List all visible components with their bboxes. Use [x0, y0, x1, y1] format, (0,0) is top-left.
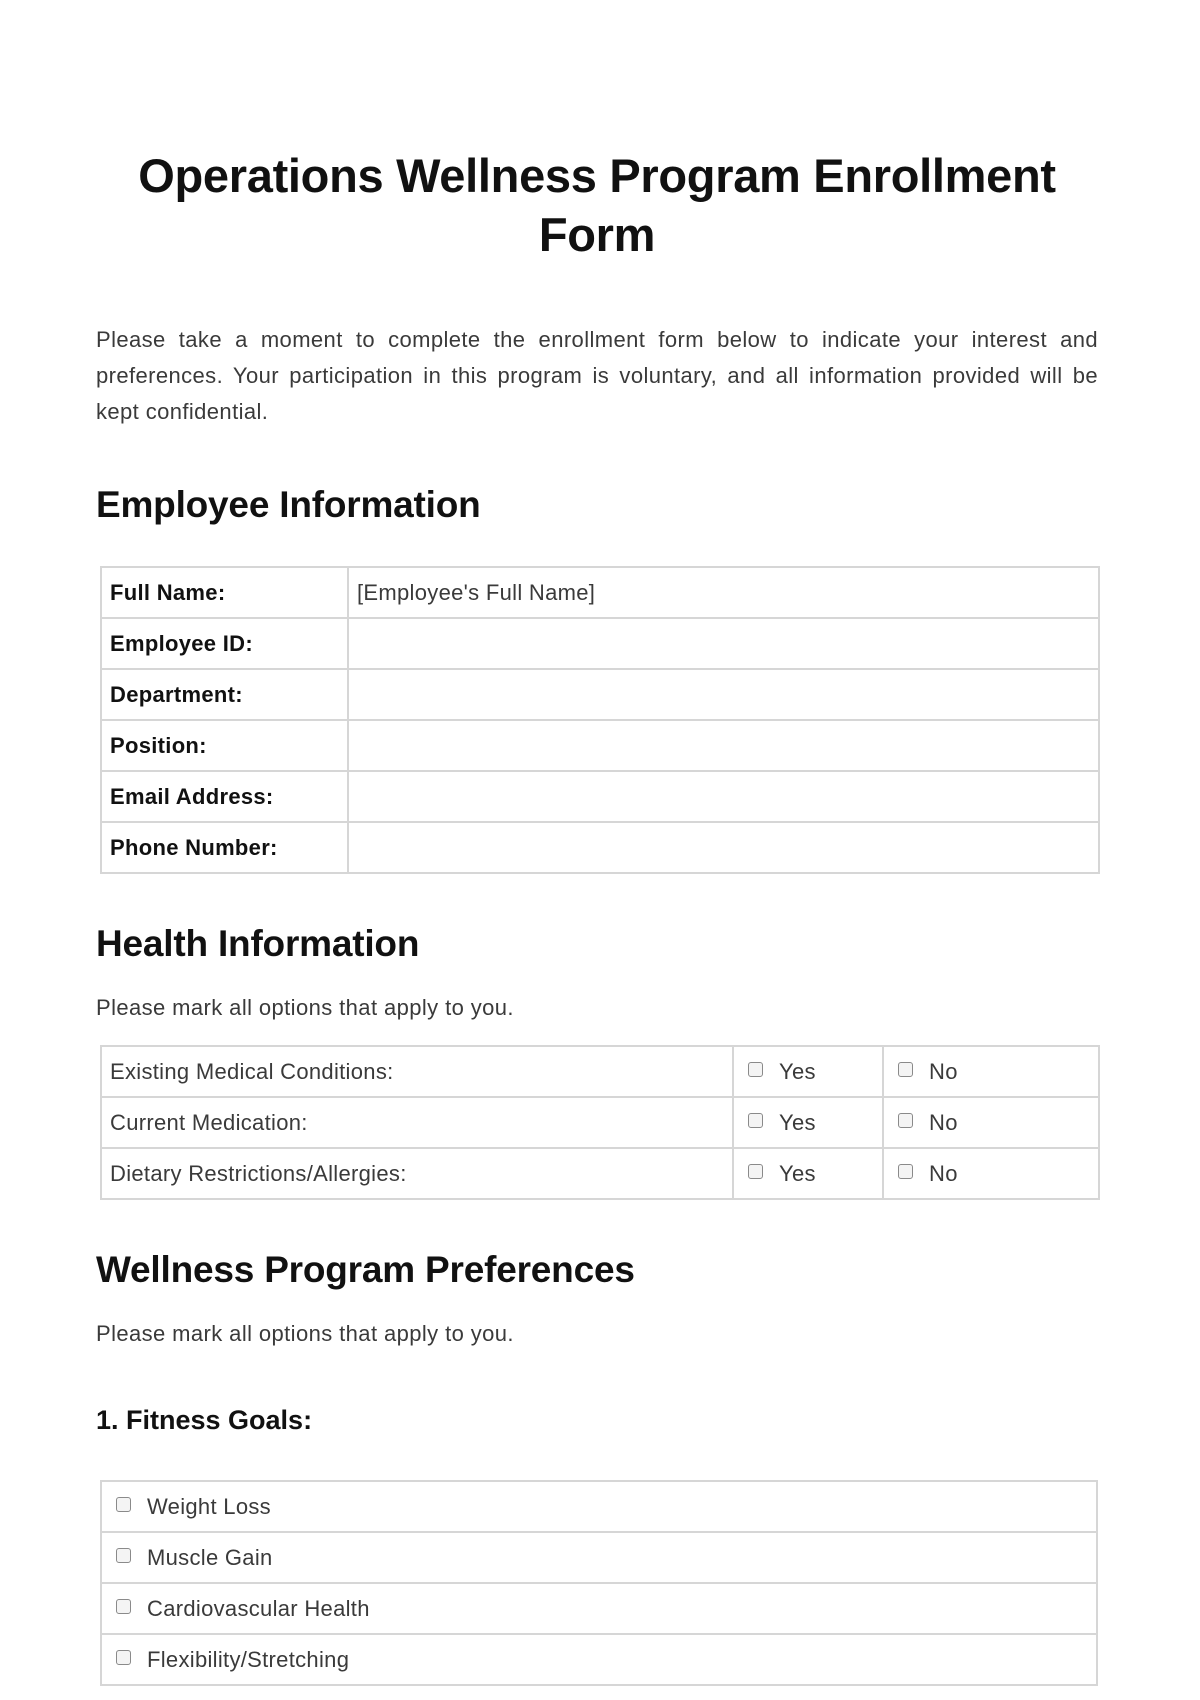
employee-id-field[interactable] — [348, 618, 1099, 669]
no-label: No — [929, 1110, 958, 1136]
medical-conditions-no-option[interactable] — [883, 1046, 1099, 1097]
preferences-note: Please mark all options that apply to you. — [96, 1321, 514, 1346]
current-medication-yes-option[interactable] — [733, 1097, 883, 1148]
page-title: Operations Wellness Program Enrollment Form — [138, 149, 1056, 261]
position-field[interactable] — [348, 720, 1099, 771]
flexibility-stretching-label: Flexibility/Stretching — [147, 1647, 350, 1673]
table-row — [101, 822, 1099, 873]
muscle-gain-option[interactable] — [101, 1532, 1097, 1583]
employee-id-label: Employee ID: — [101, 618, 348, 669]
yes-label: Yes — [779, 1110, 816, 1136]
flexibility-stretching-option[interactable] — [101, 1634, 1097, 1685]
table-row — [101, 1634, 1097, 1685]
current-medication-yes-checkbox[interactable] — [748, 1113, 763, 1128]
yes-label: Yes — [779, 1059, 816, 1085]
table-row — [101, 1046, 1099, 1097]
table-row — [101, 720, 1099, 771]
muscle-gain-label: Muscle Gain — [147, 1545, 273, 1571]
cardiovascular-health-checkbox[interactable] — [116, 1599, 131, 1614]
weight-loss-label: Weight Loss — [147, 1494, 271, 1520]
intro-paragraph: Please take a moment to complete the enrollment form below to indicate your interest and preferences. Your participation in this program is voluntary, and all information provided will be kept confidential. — [96, 327, 1098, 424]
weight-loss-checkbox[interactable] — [116, 1497, 131, 1512]
preferences-heading: Wellness Program Preferences — [96, 1249, 635, 1290]
health-info-table — [100, 1045, 1100, 1200]
health-info-heading: Health Information — [96, 923, 420, 964]
phone-number-label: Phone Number: — [101, 822, 348, 873]
dietary-restrictions-no-checkbox[interactable] — [898, 1164, 913, 1179]
dietary-restrictions-label: Dietary Restrictions/Allergies: — [101, 1148, 733, 1199]
department-field[interactable] — [348, 669, 1099, 720]
medical-conditions-yes-option[interactable] — [733, 1046, 883, 1097]
medical-conditions-no-checkbox[interactable] — [898, 1062, 913, 1077]
table-row — [101, 669, 1099, 720]
table-row — [101, 1148, 1099, 1199]
table-row — [101, 1583, 1097, 1634]
position-label: Position: — [101, 720, 348, 771]
current-medication-no-option[interactable] — [883, 1097, 1099, 1148]
cardiovascular-health-option[interactable] — [101, 1583, 1097, 1634]
medical-conditions-label: Existing Medical Conditions: — [101, 1046, 733, 1097]
dietary-restrictions-yes-option[interactable] — [733, 1148, 883, 1199]
table-row — [101, 1097, 1099, 1148]
yes-label: Yes — [779, 1161, 816, 1187]
flexibility-stretching-checkbox[interactable] — [116, 1650, 131, 1665]
table-row — [101, 567, 1099, 618]
fitness-goals-table — [100, 1480, 1098, 1686]
full-name-field[interactable]: [Employee's Full Name] — [348, 567, 1099, 618]
table-row — [101, 618, 1099, 669]
employee-info-heading: Employee Information — [96, 484, 481, 525]
table-row — [101, 1481, 1097, 1532]
cardiovascular-health-label: Cardiovascular Health — [147, 1596, 370, 1622]
dietary-restrictions-yes-checkbox[interactable] — [748, 1164, 763, 1179]
email-address-field[interactable] — [348, 771, 1099, 822]
enrollment-form-page — [96, 0, 1098, 1686]
weight-loss-option[interactable] — [101, 1481, 1097, 1532]
fitness-goals-heading: 1. Fitness Goals: — [96, 1405, 313, 1435]
phone-number-field[interactable] — [348, 822, 1099, 873]
department-label: Department: — [101, 669, 348, 720]
no-label: No — [929, 1161, 958, 1187]
muscle-gain-checkbox[interactable] — [116, 1548, 131, 1563]
no-label: No — [929, 1059, 958, 1085]
health-info-note: Please mark all options that apply to you. — [96, 995, 514, 1020]
medical-conditions-yes-checkbox[interactable] — [748, 1062, 763, 1077]
employee-info-table — [100, 566, 1100, 874]
table-row — [101, 1532, 1097, 1583]
current-medication-no-checkbox[interactable] — [898, 1113, 913, 1128]
full-name-label: Full Name: — [101, 567, 348, 618]
current-medication-label: Current Medication: — [101, 1097, 733, 1148]
email-address-label: Email Address: — [101, 771, 348, 822]
table-row — [101, 771, 1099, 822]
dietary-restrictions-no-option[interactable] — [883, 1148, 1099, 1199]
